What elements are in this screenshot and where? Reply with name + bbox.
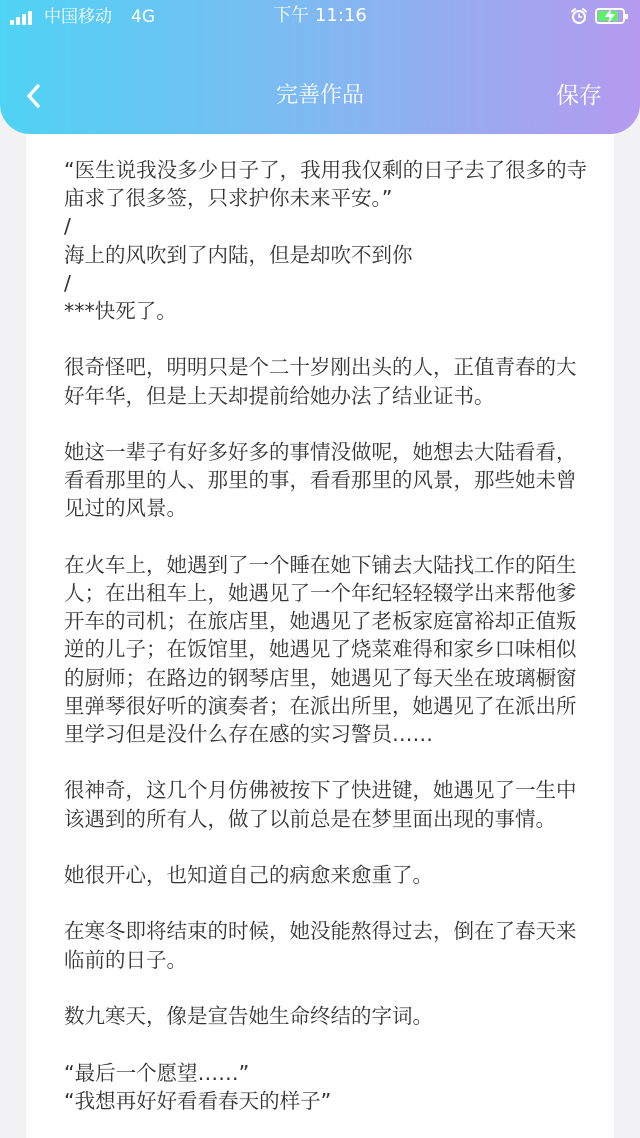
back-button[interactable] (16, 76, 56, 116)
status-bar (0, 0, 640, 36)
navigation-bar (0, 64, 640, 128)
carrier-name: 中国移动 (44, 7, 112, 27)
battery-icon (595, 8, 625, 24)
app-header (0, 0, 640, 134)
network-type: 4G (131, 7, 155, 27)
status-time: 下午 11:16 (273, 5, 367, 26)
page-title: 完善作品 (275, 83, 364, 108)
alarm-clock-icon (570, 7, 588, 25)
work-content-editor[interactable]: “医生说我没多少日子了，我用我仅剩的日子去了很多的寺庙求了很多签，只求护你未来平安。” / 海上的风吹到了内陆，但是却吹不到你 / ***快死了。 很奇怪吧，明明只是个二十岁刚出头的人，正值青春的大好年华，但是上天却提前给她办法了结业证书。 她这一辈子有好多好多的事情没做呢，她想去大陆看看，看看那里的人、那里的事，看看那里的风景，那些她未曾见过的风景。 在火车上，她遇到了一个睡在她下铺去大陆找工作的陌生人；在出租车上，她遇见了一个年纪轻轻辍学出来帮他爹开车的司机；在旅店里，她遇见了老板家庭富裕却正值叛逆的儿子；在饭馆里，她遇见了烧菜难得和家乡口味相似的厨师；在路边的钢琴店里，她遇见了每天坐在玻璃橱窗里弹琴很好听的演奏者；在派出所里，她遇见了在派出所里学习但是没什么存在感的实习警员…… 很神奇，这几个月仿佛被按下了快进键，她遇见了一生中该遇到的所有人，做了以前总是在梦里面出现的事情。 她很开心，也知道自己的病愈来愈重了。 在寒冬即将结束的时候，她没能熬得过去，倒在了春天来临前的日子。 数九寒天，像是宣告她生命终结的字词。 “最后一个愿望……” “我想再好好看看春天的样子” (64, 158, 588, 1113)
chevron-left-icon (16, 76, 56, 116)
editor-card (26, 134, 614, 1138)
save-button[interactable]: 保存 (556, 83, 602, 109)
charging-bolt-icon (604, 8, 616, 24)
